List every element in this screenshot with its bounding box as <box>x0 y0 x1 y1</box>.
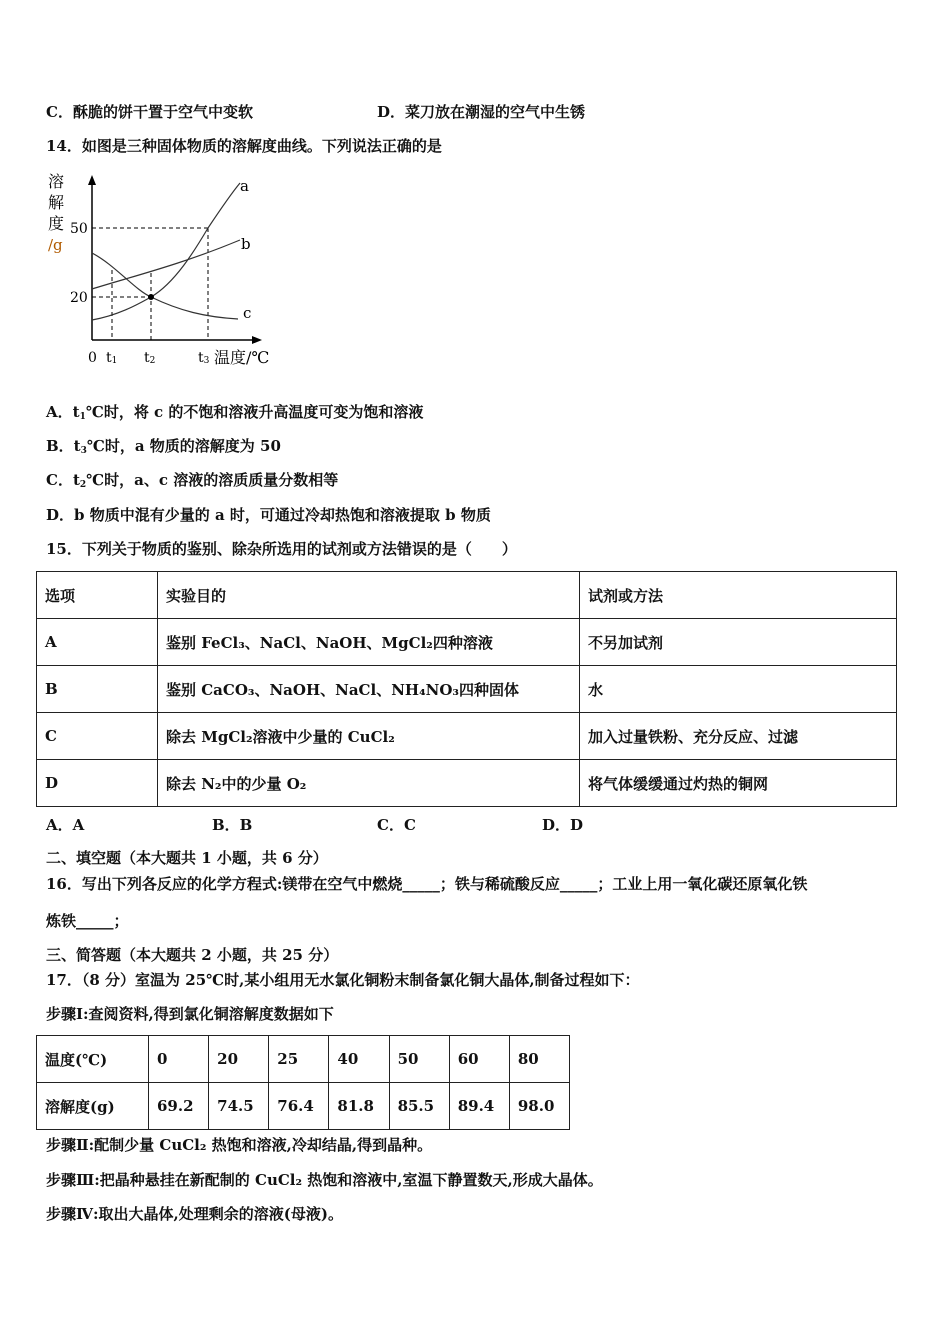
table-header-row <box>37 572 897 619</box>
y-axis-label-2: 解 <box>48 193 65 212</box>
cell-solubility: 85.5 <box>389 1083 449 1130</box>
curve-b <box>92 240 240 289</box>
q15-table <box>36 571 897 807</box>
q15-choice-a: A．A <box>46 816 85 834</box>
q14-option-b: B．$t_3℃$时，a 物质的溶解度为 50 <box>46 437 281 456</box>
cell-purpose: 鉴别 FeCl₃、NaCl、NaOH、MgCl₂四种溶液 <box>158 619 580 666</box>
cell-temp: 25 <box>269 1036 329 1083</box>
x-tick-0: 0 <box>88 350 97 366</box>
q17-stem: 17．（8 分）室温为 25℃时,某小组用无水氯化铜粉末制备氯化铜大晶体,制备过程如下： <box>46 971 640 989</box>
cucl2-solubility-table <box>36 1035 570 1130</box>
y-axis-label-3: 度 <box>48 214 65 233</box>
table-row <box>37 619 897 666</box>
curve-label-c: c <box>243 304 252 322</box>
cell-temp: 80 <box>509 1036 569 1083</box>
q13-option-d: D．菜刀放在潮湿的空气中生锈 <box>377 103 586 121</box>
solubility-curve-graph <box>40 165 290 375</box>
curve-label-b: b <box>241 235 251 253</box>
q14-option-a: A．$t_1℃$时，将 c 的不饱和溶液升高温度可变为饱和溶液 <box>46 403 424 422</box>
cell-solubility: 69.2 <box>149 1083 209 1130</box>
q15-stem: 15．下列关于物质的鉴别、除杂所选用的试剂或方法错误的是（ ） <box>46 540 517 558</box>
section3-title: 三、简答题（本大题共 2 小题，共 25 分） <box>46 946 339 964</box>
x-axis-label: 温度/℃ <box>214 348 270 367</box>
x-tick-t1: t1 <box>106 350 118 366</box>
cell-solubility: 74.5 <box>209 1083 269 1130</box>
q17-step2: 步骤Ⅱ:配制少量 CuCl₂ 热饱和溶液,冷却结晶,得到晶种。 <box>46 1136 433 1154</box>
table-row <box>37 1036 570 1083</box>
cell-method: 将气体缓缓通过灼热的铜网 <box>580 760 897 807</box>
cell-solubility: 98.0 <box>509 1083 569 1130</box>
q17-step1: 步骤Ⅰ:查阅资料,得到氯化铜溶解度数据如下 <box>46 1005 334 1023</box>
cell-method: 水 <box>580 666 897 713</box>
cell-option: C <box>37 713 158 760</box>
cell-purpose: 鉴别 CaCO₃、NaOH、NaCl、NH₄NO₃四种固体 <box>158 666 580 713</box>
y-axis-label-4: /g <box>48 236 63 254</box>
cell-purpose: 除去 N₂中的少量 O₂ <box>158 760 580 807</box>
x-axis-arrow-icon <box>252 336 262 344</box>
q13-option-c: C．酥脆的饼干置于空气中变软 <box>46 103 253 121</box>
q15-choice-d: D．D <box>542 816 584 834</box>
y-tick-50: 50 <box>70 221 88 237</box>
cell-method: 不另加试剂 <box>580 619 897 666</box>
y-axis-arrow-icon <box>88 175 96 185</box>
row-label-temperature: 温度(℃) <box>37 1036 149 1083</box>
cell-solubility: 89.4 <box>449 1083 509 1130</box>
q14-stem: 14．如图是三种固体物质的溶解度曲线。下列说法正确的是 <box>46 137 442 155</box>
q15-choice-c: C．C <box>377 816 416 834</box>
cell-method: 加入过量铁粉、充分反应、过滤 <box>580 713 897 760</box>
section2-title: 二、填空题（本大题共 1 小题，共 6 分） <box>46 849 328 867</box>
curve-label-a: a <box>240 177 249 195</box>
q14-option-c: C．$t_2℃$时，a、c 溶液的溶质质量分数相等 <box>46 471 339 490</box>
q15-choice-b: B．B <box>212 816 253 834</box>
x-tick-t2: t2 <box>144 350 156 366</box>
cell-purpose: 除去 MgCl₂溶液中少量的 CuCl₂ <box>158 713 580 760</box>
cell-solubility: 76.4 <box>269 1083 329 1130</box>
cell-option: D <box>37 760 158 807</box>
header-method: 试剂或方法 <box>580 572 897 619</box>
table-row <box>37 713 897 760</box>
q17-step3: 步骤Ⅲ:把晶种悬挂在新配制的 CuCl₂ 热饱和溶液中,室温下静置数天,形成大晶体。 <box>46 1171 603 1189</box>
table-row <box>37 760 897 807</box>
cell-temp: 60 <box>449 1036 509 1083</box>
curve-a <box>92 183 240 320</box>
cell-temp: 50 <box>389 1036 449 1083</box>
cell-option: B <box>37 666 158 713</box>
x-tick-t3: t3 <box>198 350 210 366</box>
table-row <box>37 666 897 713</box>
cell-option: A <box>37 619 158 666</box>
cell-temp: 40 <box>329 1036 389 1083</box>
q16-line2: 炼铁_____； <box>46 912 129 930</box>
q16-line1: 16．写出下列各反应的化学方程式:镁带在空气中燃烧_____；铁与稀硫酸反应_____；工业上用一氧化碳还原氧化铁 <box>46 875 808 893</box>
table-row <box>37 1083 570 1130</box>
cell-temp: 20 <box>209 1036 269 1083</box>
y-tick-20: 20 <box>70 290 88 306</box>
cell-solubility: 81.8 <box>329 1083 389 1130</box>
q14-option-d: D．b 物质中混有少量的 a 时，可通过冷却热饱和溶液提取 b 物质 <box>46 506 491 524</box>
cell-temp: 0 <box>149 1036 209 1083</box>
header-option: 选项 <box>37 572 158 619</box>
header-purpose: 实验目的 <box>158 572 580 619</box>
q17-step4: 步骤Ⅳ:取出大晶体,处理剩余的溶液(母液)。 <box>46 1205 343 1223</box>
y-axis-label-1: 溶 <box>48 172 65 191</box>
row-label-solubility: 溶解度(g) <box>37 1083 149 1130</box>
intersection-point <box>148 294 154 300</box>
